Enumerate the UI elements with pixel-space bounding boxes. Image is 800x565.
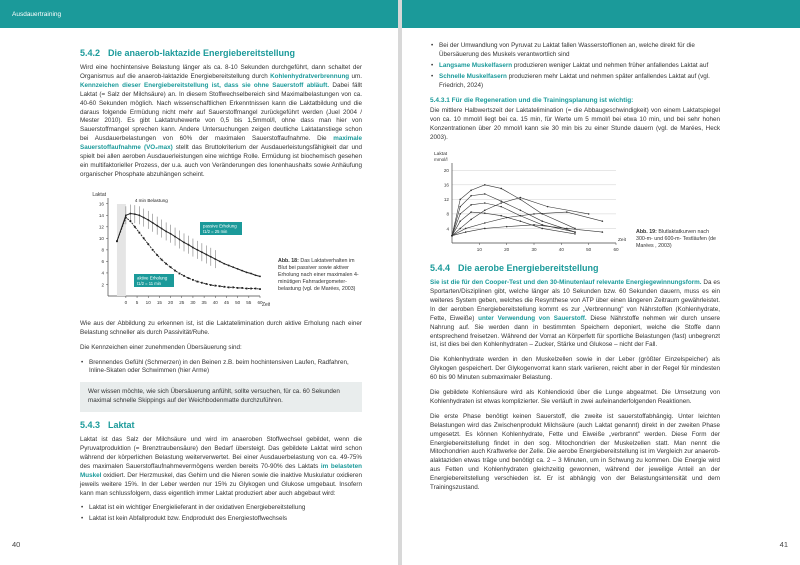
series-passive-point bbox=[205, 253, 207, 255]
y-tick-label: 4 bbox=[101, 270, 104, 276]
series-passive-point bbox=[138, 214, 140, 216]
note-box: Wer wissen möchte, wie sich Übersäuerung anfühlt, sollte versuchen, für ca. 60 Sekunden maximal schnelle Skippings auf der Weichbodenmatte durchzuführen. bbox=[80, 382, 362, 412]
x-tick-label: 10 bbox=[476, 247, 482, 253]
list-item: • Langsame Muskelfasern produzieren weniger Laktat und nehmen früher anfallendes Laktat auf bbox=[430, 62, 720, 71]
series-passive-point bbox=[161, 227, 163, 229]
y-tick-label: 14 bbox=[98, 212, 104, 218]
series-point bbox=[470, 211, 472, 213]
series-passive-point bbox=[170, 233, 172, 235]
list-item: • Brennendes Gefühl (Schmerzen) in den Beinen z.B. beim hochintensiven Laufen, Radfahren, Inline-Skaten oder Schwimmen (hier Arme) bbox=[80, 359, 362, 377]
series-active-point bbox=[134, 226, 136, 228]
series-active-point bbox=[214, 285, 216, 287]
series-active-point bbox=[205, 283, 207, 285]
paragraph-543: Laktat ist das Salz der Milchsäure und wird im anaeroben Stoffwechsel gebildet, wenn die Pyruvatproduktion (= Brenztraubensäure) den Bedarf übersteigt. Das gebildete Laktat wird schon während der körperlichen Belastung weiterverwertet. Bei einer Ausdauerbelastung von ca. 49-75% des maximalen Sauerstoffaufnahmevermögens werden bereits 70-90% des Laktats im belasteten Muskel oxidiert. Der Herzmuskel, das Gehirn und die Nieren sowie die inaktive Muskulatur oxidieren jeweils weitere 15%. In der Leber werden nur 15% zu Glykogen und Glukose umgebaut. Insofern kann man schlussfolgern, dass eigentlich immer Laktat produziert aber auch abgebaut wird: bbox=[80, 436, 362, 497]
series-passive-point bbox=[201, 251, 203, 253]
paragraph-acidification: Die Kennzeichen einer zunehmenden Übersäuerung sind: bbox=[80, 343, 242, 351]
x-tick-label: 60 bbox=[613, 247, 619, 253]
series-point bbox=[566, 228, 568, 230]
series-passive-point bbox=[223, 263, 225, 265]
series-active-point bbox=[170, 266, 172, 268]
series-active-point bbox=[223, 286, 225, 288]
series-point bbox=[484, 184, 486, 186]
x-tick-label: 45 bbox=[223, 299, 230, 305]
x-axis-label: Zeit bbox=[618, 238, 626, 244]
x-tick-label: 30 bbox=[190, 299, 196, 305]
x-tick-label: 10 bbox=[145, 299, 151, 305]
series-active-point bbox=[188, 277, 190, 279]
series-passive-point bbox=[125, 214, 127, 216]
x-tick-label: 30 bbox=[531, 247, 537, 253]
x-tick-label: 55 bbox=[246, 299, 252, 305]
chart-1-svg bbox=[80, 186, 270, 314]
series-point bbox=[574, 233, 576, 235]
x-axis-label: Zeit bbox=[262, 301, 270, 308]
series-passive-point bbox=[246, 271, 248, 273]
series-point bbox=[459, 206, 461, 208]
y-tick-label: 4 bbox=[446, 226, 449, 232]
series-point bbox=[500, 202, 502, 204]
series-passive-point bbox=[241, 270, 243, 272]
annotation-active: aktive Erholung bbox=[137, 275, 168, 281]
series-active-point bbox=[147, 243, 149, 245]
series-active-point bbox=[219, 285, 221, 287]
series-active-point bbox=[255, 287, 257, 289]
series-passive-point bbox=[214, 258, 216, 260]
list-item: • Bei der Umwandlung von Pyruvat zu Laktat fallen Wasserstoffionen an, welche direkt für die Übersäuerung des Muskels verantwortlich sind bbox=[430, 42, 720, 60]
list-item: • Schnelle Muskelfasern produzieren mehr Laktat und nehmen später anfallendes Laktat auf (vgl. Friedrich, 2024) bbox=[430, 73, 720, 91]
series-point bbox=[566, 211, 568, 213]
series-point bbox=[520, 197, 522, 199]
series-passive-point bbox=[228, 264, 230, 266]
series-active-point bbox=[174, 270, 176, 272]
x-tick-label: 60 bbox=[257, 299, 263, 305]
series-passive-point bbox=[143, 216, 145, 218]
series-active-point bbox=[210, 284, 212, 286]
x-tick-label: 40 bbox=[212, 299, 218, 305]
series-point bbox=[533, 224, 535, 226]
series-line bbox=[452, 225, 602, 236]
y-tick-label: 8 bbox=[446, 211, 449, 217]
figure-19-caption: Abb. 19: Blutlaktatkurven nach 300-m- und 600-m- Testläufen (de Marées , 2003) bbox=[636, 229, 716, 250]
series-point bbox=[541, 228, 543, 230]
series-point bbox=[602, 231, 604, 233]
series-active-point bbox=[161, 259, 163, 261]
x-tick-label: 40 bbox=[558, 247, 564, 253]
series-point bbox=[588, 213, 590, 215]
series-passive-point bbox=[219, 260, 221, 262]
y-axis-unit: mmol/l bbox=[434, 157, 448, 163]
series-point bbox=[506, 226, 508, 228]
series-active-point bbox=[197, 280, 199, 282]
lactate-list bbox=[80, 504, 362, 524]
y-tick-label: 16 bbox=[98, 201, 104, 207]
section-heading-542: 5.4.2 Die anaerob-laktazide Energiebereitstellung bbox=[80, 48, 296, 58]
series-point bbox=[470, 219, 472, 221]
series-passive-point bbox=[174, 236, 176, 238]
y-tick-label: 12 bbox=[98, 224, 104, 230]
series-point bbox=[459, 199, 461, 201]
right-page bbox=[402, 0, 800, 565]
series-point bbox=[533, 213, 535, 215]
paragraph-542: Wird eine hochintensive Belastung länger als ca. 8-10 Sekunden durchgeführt, dann schaltet der Organismus auf die anaerob-laktazide Energiebereitstellung durch Kohlenhydratverbrennung um. Kennzeichen dieser Energiebereitstellung ist, dass sie ohne Sauerstoff abläuft. Dabei fällt Laktat (= Salz der Milchsäure) an. In diesem Stoffwechselbereich sind Maximalbelastungen von ca. 40-60 Sekunden möglich. Nach wissenschaftlichen Erkenntnissen kann die Laktatbildung und die daraus folgende Ermüdung nicht mehr auf Sauerstoffmangel zurückgeführt werden (Juel 2004 / Mester 2010). Es gibt Laktatruhewerte von 0,5 bis 1,5mmol/l, ohne dass man hier von Sauerstoffmangel sprechen kann. Andere Untersuchungen zeigen deutliche Laktatanstiege schon bei Ausdauerbelastungen von 60% der maximalen Sauerstoffaufnahme. Die maximale Sauerstoffaufnahme (VO₂max) stellt das Bruttokriterium der Ausdauerleistungsfähigkeit dar und spielt bei allen aeroben Ausdauerleistungen eine wichtige Rolle. Ermüdung ist biochemisch gesehen ein multifaktorieller Prozess, der u.a. auch von Veränderungen des Ionenhaushalts sowie Anhäufung organischer Phosphate abzuhängen scheint. bbox=[80, 64, 362, 178]
series-passive-point bbox=[232, 266, 234, 268]
page-number: 40 bbox=[12, 540, 21, 549]
paragraph-figure-explanation: Wie aus der Abbildung zu erkennen ist, ist die Laktatelimination durch aktive Erholung nach einer Belastung schneller als durch Passivität/Ruhe. bbox=[80, 319, 362, 336]
series-active-point bbox=[228, 286, 230, 288]
series-point bbox=[484, 228, 486, 230]
series-active-point bbox=[152, 249, 154, 251]
x-tick-label: 5 bbox=[135, 299, 139, 305]
y-tick-label: 6 bbox=[101, 258, 104, 264]
series-point bbox=[470, 190, 472, 192]
series-active-point bbox=[179, 272, 181, 274]
series-point bbox=[520, 220, 522, 222]
series-point bbox=[520, 210, 522, 212]
figure-18 bbox=[80, 186, 362, 314]
series-point bbox=[500, 200, 502, 202]
section-heading-544: 5.4.4 Die aerobe Energiebereitstellung bbox=[430, 263, 599, 274]
annotation-load: 4 min Belastung bbox=[134, 197, 168, 203]
series-passive-point bbox=[134, 213, 136, 215]
y-tick-label: 10 bbox=[98, 235, 104, 241]
series-point bbox=[484, 212, 486, 214]
list-item: • Laktat ist kein Abfallprodukt bzw. Endprodukt des Energiestoffwechsels bbox=[80, 515, 362, 524]
y-tick-label: 2 bbox=[101, 282, 104, 288]
x-tick-label: 20 bbox=[504, 247, 510, 253]
section-heading-543: 5.4.3 Laktat bbox=[80, 420, 135, 431]
series-passive-point bbox=[237, 268, 239, 270]
series-point bbox=[470, 204, 472, 206]
y-tick-label: 12 bbox=[443, 197, 449, 203]
series-active-point bbox=[237, 287, 239, 289]
series-point bbox=[484, 210, 486, 212]
series-passive-point bbox=[179, 238, 181, 240]
x-tick-label: 20 bbox=[168, 299, 174, 305]
x-tick-label: 25 bbox=[179, 299, 185, 305]
series-active-point bbox=[201, 282, 203, 284]
series-line bbox=[452, 212, 602, 236]
series-line bbox=[452, 212, 575, 236]
series-line bbox=[452, 194, 575, 236]
series-active-point bbox=[192, 279, 194, 281]
x-tick-label: 15 bbox=[156, 299, 162, 305]
left-page bbox=[0, 0, 398, 565]
series-point bbox=[465, 228, 467, 230]
series-point bbox=[459, 213, 461, 215]
series-passive-point bbox=[156, 225, 158, 227]
acidification-list bbox=[80, 359, 362, 377]
y-tick-label: 16 bbox=[443, 182, 449, 188]
right-column bbox=[430, 42, 720, 499]
series-passive-point bbox=[197, 249, 199, 251]
chapter-label: Ausdauertraining bbox=[12, 11, 62, 18]
paragraph-544-1: Sie ist die für den Cooper-Test und den 30-Minutenlauf relevante Energiegewinnungsform. Da es Sportarten/Disziplinen gibt, welche länger als 10 Sekunden bzw. 60 Sekunden dauern, muss es ein weiteres System geben, welches die Resynthese von ATP über einen längeren Zeitraum gewährleistet. In der aeroben Energiebereitstellung kommt es zur „Verbrennung" von Nährstoffen (Kohlenhydrate, Fette, Eiweiße) unter Verwendung von Sauerstoff. Diese Nährstoffe nehmen wir durch unsere Nahrung auf. Sie werden dann in bestimmten Speichern deponiert, welche die Stoffe dann entsprechend freisetzen. Während der Vorrat an Körperfett für sportliche Belastungen (fast) unbegrenzt ist, ist dies bei den Kohlenhydraten – Zucker, Stärke und Glukose – nicht der Fall. bbox=[430, 279, 721, 349]
x-tick-label: 50 bbox=[586, 247, 592, 253]
annotation-passive: passive Erholung bbox=[203, 223, 237, 229]
series-point bbox=[484, 222, 486, 224]
series-active-point bbox=[246, 287, 248, 289]
series-passive-point bbox=[192, 246, 194, 248]
paragraph-544-2: Die Kohlenhydrate werden in den Muskelzellen sowie in der Leber (größter Einzelspeicher) als Glykogen gespeichert. Der Glykogenvorrat kann stark variieren, reicht aber in der Regel für mindesten 60 bis 90 Minuten submaximaler Belastung. bbox=[430, 356, 720, 382]
series-active-point bbox=[250, 287, 252, 289]
series-point bbox=[465, 231, 467, 233]
series-passive-point bbox=[129, 212, 131, 214]
x-tick-label: 35 bbox=[201, 299, 207, 305]
series-passive-point bbox=[250, 272, 252, 274]
y-axis-label: Laktat bbox=[434, 152, 448, 158]
page-number: 41 bbox=[779, 540, 788, 549]
series-point bbox=[541, 220, 543, 222]
paragraph-544-4: Die erste Phase benötigt keinen Sauerstoff, die zweite ist sauerstoffabhängig. Unter leichten Belastungen wird das Zwischenprodukt Milchsäure (auch Laktat genannt) direkt in der zweiten Phase umgesetzt. Es können Kohlenhydrate, Fette und Eiweiße „verbrannt" werden. Diese Form der Energiebereitstellung findet in den sog. Mitochondrien der Muskelzellen statt. Man nennt die Mitochondrien auch Kraftwerke der Zelle. Die aerobe Energiebereitstellung ist im Vergleich zur anaerob-alaktaziden etwas träge und benötigt ca. 2 – 3 Minuten, um in Schwung zu kommen. Die Energie wird aus Fetten und Kohlenhydraten gleichzeitig gewonnen, während der jeweilige Anteil an der Energiebereitstellung verschieden ist. Er ist abhängig von der Belastungsintensität und dem Trainingszustand. bbox=[430, 412, 720, 492]
left-column bbox=[80, 46, 362, 530]
series-point bbox=[602, 220, 604, 222]
series-point bbox=[459, 220, 461, 222]
series-active-point bbox=[156, 254, 158, 256]
series-point bbox=[459, 228, 461, 230]
series-point bbox=[500, 215, 502, 217]
annotation-active-halflife: t1/2 = 11 min bbox=[137, 280, 162, 286]
subsection-heading-5431: 5.4.3.1 Für die Regeneration und die Trainingsplanung ist wichtig: bbox=[430, 96, 634, 104]
series-active-point bbox=[232, 286, 234, 288]
series-passive-point bbox=[152, 222, 154, 224]
series-point bbox=[500, 206, 502, 208]
muscle-fiber-list bbox=[430, 42, 720, 91]
series-passive-point bbox=[147, 219, 149, 221]
series-passive-point bbox=[259, 275, 261, 277]
chart-lactate-recovery bbox=[80, 186, 362, 318]
series-active-point bbox=[116, 240, 118, 242]
paragraph-544-3: Die gebildete Kohlensäure wird als Kohlendioxid über die Lunge abgeatmet. Die Umsetzung von Kohlenhydraten ist etwas komplizierter. Sie verläuft in zwei aufeinanderfolgenden Reaktionen. bbox=[430, 389, 720, 405]
series-point bbox=[470, 195, 472, 197]
series-active-point bbox=[138, 231, 140, 233]
chart-2-svg bbox=[430, 149, 630, 257]
series-passive-point bbox=[255, 274, 257, 276]
header-band bbox=[402, 0, 800, 28]
x-tick-label: 50 bbox=[235, 299, 241, 305]
series-active-point bbox=[129, 220, 131, 222]
series-point bbox=[484, 193, 486, 195]
series-passive-point bbox=[188, 244, 190, 246]
series-point bbox=[484, 202, 486, 204]
annotation-passive-halflife: t1/2 = 25 min bbox=[203, 228, 228, 234]
series-active-point bbox=[241, 287, 243, 289]
series-passive-point bbox=[210, 256, 212, 258]
series-point bbox=[506, 217, 508, 219]
series-active-point bbox=[143, 237, 145, 239]
figure-19 bbox=[430, 149, 720, 257]
series-point bbox=[547, 206, 549, 208]
series-point bbox=[500, 188, 502, 190]
series-active-point bbox=[183, 275, 185, 277]
series-active-point bbox=[125, 216, 127, 218]
y-tick-label: 8 bbox=[101, 247, 104, 253]
paragraph-5431: Die mittlere Halbwertszeit der Laktatelimination (= die Abbaugeschwindigkeit) von einem Laktatspiegel von ca. 10 mmol/l liegt bei ca. 15 min, für Werte um 5 mmol/l bei etwa 10 min, und bei sehr hohen Konzentrationen über 20 mmol/l kann sie 30 min bis zu einer Stunde dauern (vgl. de Marées, Heck 2003). bbox=[430, 107, 720, 142]
list-item: • Laktat ist ein wichtiger Energielieferant in der oxidativen Energiebereitstellung bbox=[80, 504, 362, 513]
series-active-point bbox=[165, 263, 167, 265]
y-axis-label: Laktat bbox=[92, 191, 106, 198]
series-active-point bbox=[259, 288, 261, 290]
figure-18-caption: Abb. 18: Das Laktatverhalten im Blut bei passiver sowie aktiver Erholung nach einer maximalen 4-minütigen Fahrradergometer-belastung (vgl. de Marées, 2003) bbox=[278, 257, 359, 292]
y-tick-label: 20 bbox=[443, 168, 449, 174]
series-point bbox=[451, 235, 453, 237]
series-passive-point bbox=[165, 230, 167, 232]
series-passive-point bbox=[183, 241, 185, 243]
series-point bbox=[574, 231, 576, 233]
series-point bbox=[520, 199, 522, 201]
x-tick-label: 0 bbox=[124, 299, 128, 305]
